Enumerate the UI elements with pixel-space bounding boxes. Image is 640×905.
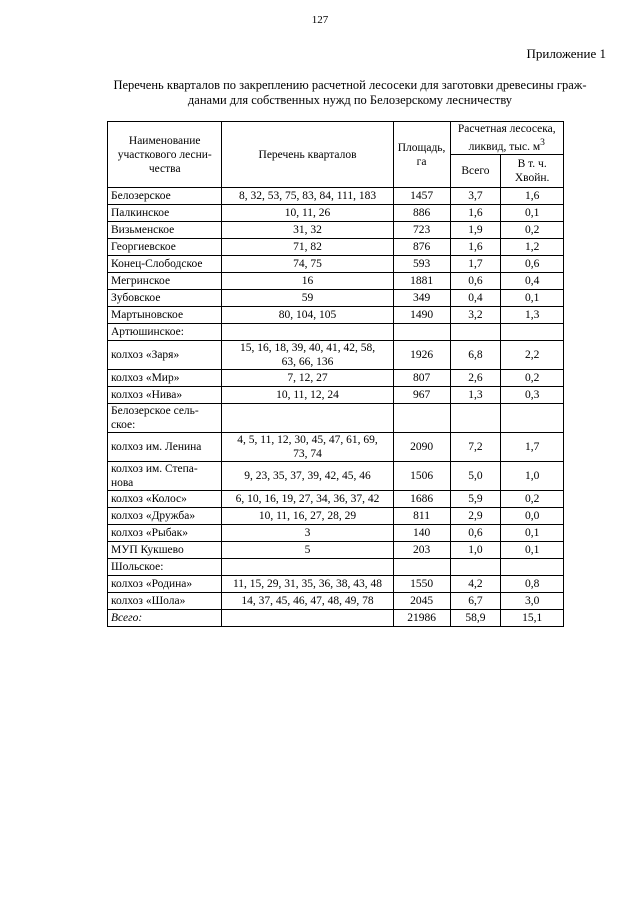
cell-area: 140 — [393, 525, 450, 542]
cell-total: 5,9 — [450, 491, 501, 508]
cell-total: 1,6 — [450, 239, 501, 256]
header-cut-unit: ликвид, тыс. м — [468, 140, 541, 153]
cell-coniferous: 0,3 — [501, 387, 564, 404]
cell-coniferous: 0,4 — [501, 273, 564, 290]
cell-name: Мартыновское — [108, 307, 222, 324]
cell-coniferous: 0,6 — [501, 256, 564, 273]
table-row — [108, 559, 564, 576]
table-row — [108, 341, 564, 370]
table-row — [108, 433, 564, 462]
cell-quarters — [222, 559, 393, 576]
cell-name-line: колхоз им. Степа- — [111, 463, 198, 475]
cell-total: 1,3 — [450, 387, 501, 404]
cell-name: колхоз «Шола» — [108, 593, 222, 610]
cell-name: колхоз им. Ленина — [108, 433, 222, 462]
cell-quarters — [222, 341, 393, 370]
cell-quarters: 31, 32 — [222, 222, 393, 239]
cell-quarters: 7, 12, 27 — [222, 370, 393, 387]
cell-name-line: нова — [111, 477, 134, 489]
cell-total: 1,0 — [450, 542, 501, 559]
cell-quarters-line: 15, 16, 18, 39, 40, 41, 42, 58, — [239, 342, 376, 354]
table-row — [108, 462, 564, 491]
cell-total: 2,9 — [450, 508, 501, 525]
cell-name: колхоз «Родина» — [108, 576, 222, 593]
header-area-line: Площадь, — [397, 141, 446, 154]
header-coniferous — [501, 155, 564, 188]
table-row — [108, 273, 564, 290]
cell-area: 1490 — [393, 307, 450, 324]
cell-quarters-line: 4, 5, 11, 12, 30, 45, 47, 61, 69, — [237, 434, 378, 446]
cell-name: колхоз «Дружба» — [108, 508, 222, 525]
cell-total: 3,7 — [450, 188, 501, 205]
cell-quarters: 80, 104, 105 — [222, 307, 393, 324]
cell-coniferous: 15,1 — [501, 610, 564, 627]
cell-total: 0,6 — [450, 525, 501, 542]
header-area — [393, 122, 450, 188]
cell-area: 723 — [393, 222, 450, 239]
cell-quarters: 11, 15, 29, 31, 35, 36, 38, 43, 48 — [222, 576, 393, 593]
cell-name — [108, 462, 222, 491]
cell-coniferous: 0,1 — [501, 542, 564, 559]
header-name-line: участкового лесни- — [117, 148, 212, 161]
cell-area: 876 — [393, 239, 450, 256]
cell-name: Визьменское — [108, 222, 222, 239]
cell-coniferous — [501, 404, 564, 433]
header-total: Всего — [450, 155, 501, 188]
cell-coniferous: 0,1 — [501, 525, 564, 542]
appendix-label: Приложение 1 — [526, 46, 606, 61]
document-title — [100, 78, 600, 108]
cell-name: Шольское: — [108, 559, 222, 576]
header-cut-sup: 3 — [540, 137, 545, 149]
cell-quarters — [222, 433, 393, 462]
cell-name: Георгиевское — [108, 239, 222, 256]
cell-quarters: 16 — [222, 273, 393, 290]
cell-area: 1457 — [393, 188, 450, 205]
title-line-2: данами для собственных нужд по Белозерскому лесничеству — [187, 93, 513, 107]
cell-quarters: 74, 75 — [222, 256, 393, 273]
cell-area: 593 — [393, 256, 450, 273]
cell-name: колхоз «Мир» — [108, 370, 222, 387]
cell-total: 0,4 — [450, 290, 501, 307]
header-row-1 — [108, 122, 564, 155]
cell-coniferous: 2,2 — [501, 341, 564, 370]
cell-total: 0,6 — [450, 273, 501, 290]
cell-name: Конец-Слободское — [108, 256, 222, 273]
table-row — [108, 491, 564, 508]
table-row — [108, 239, 564, 256]
cell-total — [450, 559, 501, 576]
cell-quarters: 59 — [222, 290, 393, 307]
cell-total: 6,8 — [450, 341, 501, 370]
cell-area: 2090 — [393, 433, 450, 462]
table-row — [108, 542, 564, 559]
cell-name: колхоз «Заря» — [108, 341, 222, 370]
cell-name: Мегринское — [108, 273, 222, 290]
cell-area: 1926 — [393, 341, 450, 370]
cell-coniferous: 0,2 — [501, 491, 564, 508]
cell-name: Белозерское — [108, 188, 222, 205]
cell-area: 349 — [393, 290, 450, 307]
cell-total: 58,9 — [450, 610, 501, 627]
table-row — [108, 222, 564, 239]
cell-name: Зубовское — [108, 290, 222, 307]
cell-coniferous: 0,1 — [501, 205, 564, 222]
cell-area: 967 — [393, 387, 450, 404]
cell-coniferous — [501, 324, 564, 341]
cell-coniferous: 0,2 — [501, 370, 564, 387]
header-name — [108, 122, 222, 188]
header-quarters: Перечень кварталов — [222, 122, 393, 188]
cell-area — [393, 324, 450, 341]
cell-name: колхоз «Рыбак» — [108, 525, 222, 542]
header-conif-line: В т. ч. — [517, 158, 547, 170]
cell-total: 1,6 — [450, 205, 501, 222]
cell-coniferous: 0,1 — [501, 290, 564, 307]
table-row — [108, 593, 564, 610]
cell-quarters: 8, 32, 53, 75, 83, 84, 111, 183 — [222, 188, 393, 205]
cell-total: 1,7 — [450, 256, 501, 273]
cell-coniferous: 1,7 — [501, 433, 564, 462]
cell-area: 21986 — [393, 610, 450, 627]
cell-total: 1,9 — [450, 222, 501, 239]
cell-quarters: 14, 37, 45, 46, 47, 48, 49, 78 — [222, 593, 393, 610]
table-row — [108, 205, 564, 222]
cell-name: Палкинское — [108, 205, 222, 222]
cell-total: 6,7 — [450, 593, 501, 610]
table-row — [108, 525, 564, 542]
cell-quarters — [222, 404, 393, 433]
cell-quarters-line: 63, 66, 136 — [281, 356, 334, 368]
header-name-line: чества — [148, 162, 181, 175]
title-line-1: Перечень кварталов по закреплению расчетной лесосеки для заготовки древесины граж- — [113, 78, 587, 92]
header-cut-line — [454, 136, 560, 154]
cell-area: 203 — [393, 542, 450, 559]
table-row — [108, 324, 564, 341]
cell-quarters: 71, 82 — [222, 239, 393, 256]
table-row — [108, 256, 564, 273]
header-cut-line: Расчетная лесосека, — [457, 123, 556, 136]
cell-total — [450, 324, 501, 341]
cell-name: колхоз «Колос» — [108, 491, 222, 508]
quarters-table — [107, 121, 564, 627]
cell-name: колхоз «Нива» — [108, 387, 222, 404]
table-row — [108, 290, 564, 307]
header-estimated-cut — [450, 122, 563, 155]
table-row — [108, 508, 564, 525]
cell-coniferous: 1,2 — [501, 239, 564, 256]
cell-quarters — [222, 610, 393, 627]
header-area-line: га — [416, 155, 427, 168]
cell-quarters: 3 — [222, 525, 393, 542]
cell-total: 7,2 — [450, 433, 501, 462]
cell-coniferous: 0,8 — [501, 576, 564, 593]
cell-name: МУП Кукшево — [108, 542, 222, 559]
cell-area: 1550 — [393, 576, 450, 593]
cell-coniferous: 1,6 — [501, 188, 564, 205]
cell-name: Артюшинское: — [108, 324, 222, 341]
cell-total: 4,2 — [450, 576, 501, 593]
cell-quarters: 5 — [222, 542, 393, 559]
total-row — [108, 610, 564, 627]
cell-area: 811 — [393, 508, 450, 525]
cell-quarters: 6, 10, 16, 19, 27, 34, 36, 37, 42 — [222, 491, 393, 508]
cell-area: 886 — [393, 205, 450, 222]
cell-coniferous: 1,0 — [501, 462, 564, 491]
cell-quarters: 10, 11, 12, 24 — [222, 387, 393, 404]
cell-coniferous: 1,3 — [501, 307, 564, 324]
header-conif-line: Хвойн. — [514, 172, 550, 184]
cell-quarters: 10, 11, 16, 27, 28, 29 — [222, 508, 393, 525]
cell-total — [450, 404, 501, 433]
cell-area: 1686 — [393, 491, 450, 508]
cell-coniferous: 3,0 — [501, 593, 564, 610]
cell-total: 3,2 — [450, 307, 501, 324]
cell-quarters: 9, 23, 35, 37, 39, 42, 45, 46 — [222, 462, 393, 491]
cell-quarters — [222, 324, 393, 341]
cell-total: 5,0 — [450, 462, 501, 491]
cell-area — [393, 404, 450, 433]
cell-name-line: Белозерское сель- — [111, 405, 199, 417]
cell-quarters-line: 73, 74 — [293, 448, 322, 460]
table-row — [108, 387, 564, 404]
cell-coniferous — [501, 559, 564, 576]
table-row — [108, 370, 564, 387]
cell-name — [108, 404, 222, 433]
table-row — [108, 576, 564, 593]
page-number: 127 — [311, 14, 329, 26]
cell-quarters: 10, 11, 26 — [222, 205, 393, 222]
cell-area: 2045 — [393, 593, 450, 610]
cell-name: Всего: — [108, 610, 222, 627]
cell-coniferous: 0,2 — [501, 222, 564, 239]
cell-area — [393, 559, 450, 576]
cell-name-line: ское: — [111, 419, 136, 431]
cell-total: 2,6 — [450, 370, 501, 387]
header-name-line: Наименование — [128, 134, 201, 147]
cell-area: 1506 — [393, 462, 450, 491]
cell-coniferous: 0,0 — [501, 508, 564, 525]
cell-area: 807 — [393, 370, 450, 387]
table-row — [108, 188, 564, 205]
cell-area: 1881 — [393, 273, 450, 290]
table-row — [108, 307, 564, 324]
table-row — [108, 404, 564, 433]
